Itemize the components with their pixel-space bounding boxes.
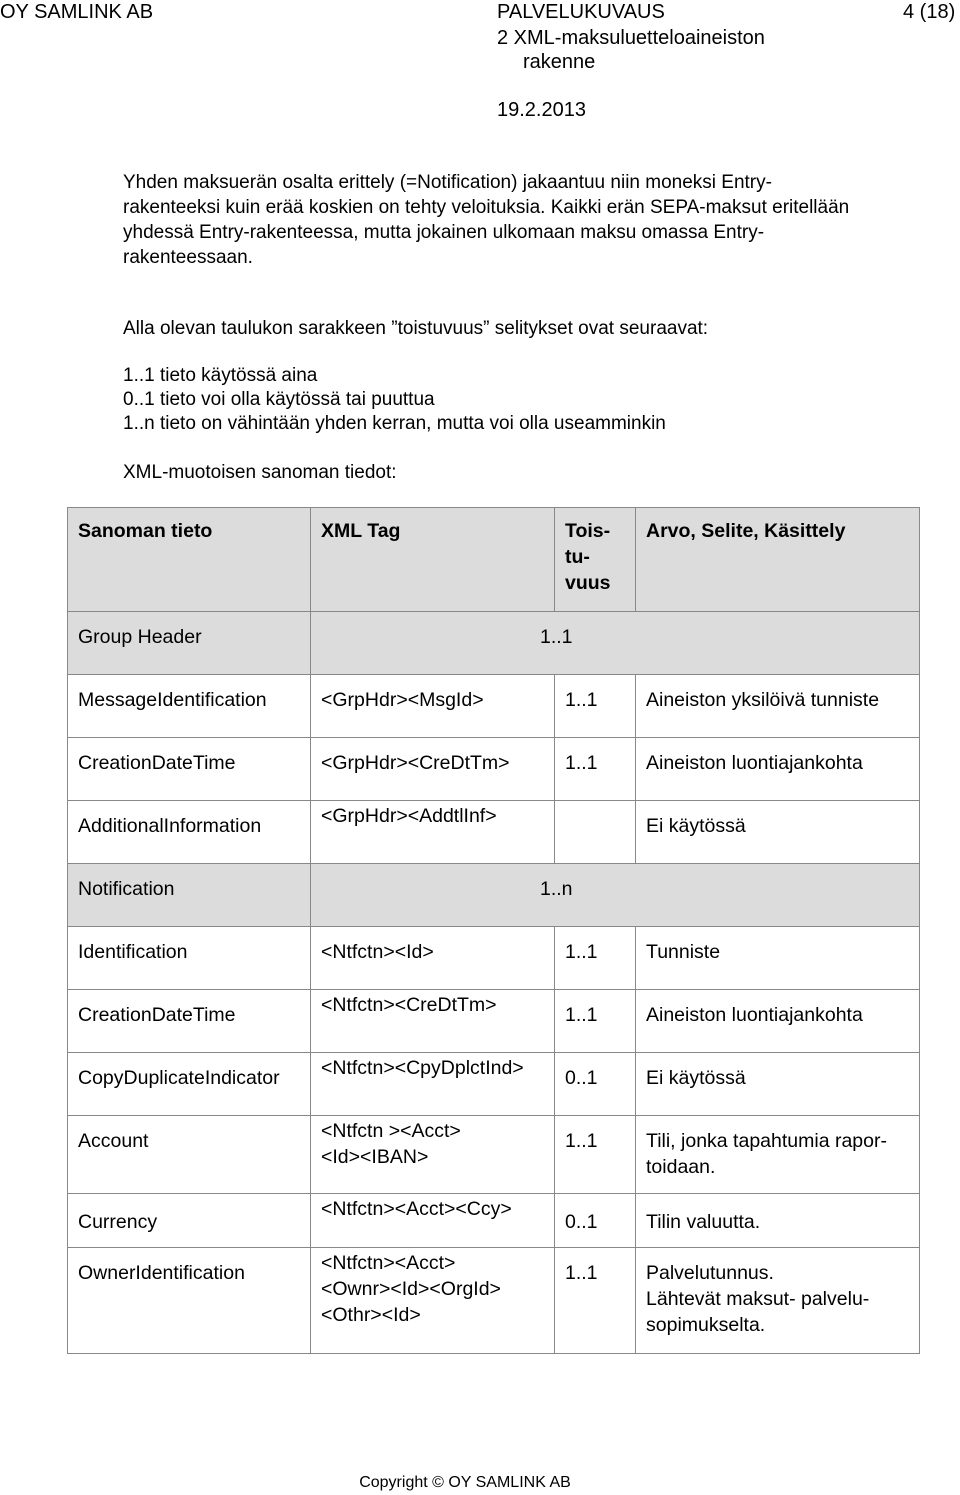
field-name: CopyDuplicateIndicator xyxy=(68,1053,311,1116)
table-header-row xyxy=(68,508,920,612)
table-row xyxy=(68,1116,920,1194)
description-line: Lähtevät maksut- palvelu- xyxy=(646,1288,870,1310)
company-name: OY SAMLINK AB xyxy=(0,1,154,23)
occurrence: 1..1 xyxy=(555,675,636,738)
xml-tag-line: <Ownr><Id><OrgId> xyxy=(321,1278,501,1300)
header-line: Tois- xyxy=(565,520,611,542)
column-header-value: Arvo, Selite, Käsittely xyxy=(636,508,920,612)
table-row xyxy=(68,738,920,801)
xml-tag: <Ntfctn><CpyDplctInd> xyxy=(311,1053,555,1116)
intro-line: rakenteessaan. xyxy=(123,247,253,268)
section-title-line2: rakenne xyxy=(523,51,596,73)
intro-line: rakenteeksi kuin erää koskien on tehty veloituksia. Kaikki erän SEPA-maksut eritellään xyxy=(123,197,850,218)
description-line: Tili, jonka tapahtumia rapor- xyxy=(646,1130,887,1152)
description: Aineiston yksilöivä tunniste xyxy=(636,675,920,738)
occurrence: 0..1 xyxy=(555,1194,636,1248)
message-fields-table xyxy=(67,507,920,1354)
xml-tag-line: <Othr><Id> xyxy=(321,1304,421,1326)
field-name: MessageIdentification xyxy=(68,675,311,738)
table-row-group-notification xyxy=(68,864,920,927)
occurrence: 1..1 xyxy=(555,927,636,990)
field-name: Identification xyxy=(68,927,311,990)
document-date: 19.2.2013 xyxy=(497,99,586,121)
section-title-line1: 2 XML-maksuluetteloaineiston xyxy=(497,27,765,49)
field-name: CreationDateTime xyxy=(68,738,311,801)
document-type: PALVELUKUVAUS xyxy=(497,1,665,23)
column-header-occurrence xyxy=(555,508,636,612)
description xyxy=(636,1248,920,1354)
xml-tag-line: <Ntfctn><Acct> xyxy=(321,1252,456,1274)
description-line: toidaan. xyxy=(646,1156,716,1178)
description: Aineiston luontiajankohta xyxy=(636,738,920,801)
legend-intro: Alla olevan taulukon sarakkeen ”toistuvuus” selitykset ovat seuraavat: xyxy=(123,318,709,339)
description xyxy=(636,1116,920,1194)
page-number: 4 (18) xyxy=(903,1,956,23)
description: Tilin valuutta. xyxy=(636,1194,920,1248)
occurrence: 1..1 xyxy=(311,612,920,675)
description: Ei käytössä xyxy=(636,801,920,864)
header-line: tu- xyxy=(565,546,590,568)
xml-tag: <GrpHdr><CreDtTm> xyxy=(311,738,555,801)
field-name: Currency xyxy=(68,1194,311,1248)
table-row xyxy=(68,675,920,738)
description: Ei käytössä xyxy=(636,1053,920,1116)
field-name: Group Header xyxy=(68,612,311,675)
copyright-footer: Copyright © OY SAMLINK AB xyxy=(359,1474,571,1491)
header-line: vuus xyxy=(565,572,611,594)
column-header-xml-tag: XML Tag xyxy=(311,508,555,612)
description-line: Palvelutunnus. xyxy=(646,1262,774,1284)
occurrence: 1..1 xyxy=(555,1116,636,1194)
description: Aineiston luontiajankohta xyxy=(636,990,920,1053)
xml-tag: <GrpHdr><MsgId> xyxy=(311,675,555,738)
table-row xyxy=(68,1248,920,1354)
xml-tag xyxy=(311,1116,555,1194)
field-name: AdditionalInformation xyxy=(68,801,311,864)
occurrence: 1..1 xyxy=(555,990,636,1053)
xml-tag: <Ntfctn><Id> xyxy=(311,927,555,990)
field-name: Notification xyxy=(68,864,311,927)
xml-tag-line: <Id><IBAN> xyxy=(321,1146,429,1168)
intro-line: yhdessä Entry-rakenteessa, mutta jokainen ulkomaan maksu omassa Entry- xyxy=(123,222,765,243)
legend-item: 1..n tieto on vähintään yhden kerran, mutta voi olla useamminkin xyxy=(123,413,666,434)
table-row xyxy=(68,990,920,1053)
description-line: sopimukselta. xyxy=(646,1314,766,1336)
table-row xyxy=(68,801,920,864)
table-row xyxy=(68,927,920,990)
occurrence: 1..1 xyxy=(555,1248,636,1354)
xml-tag: <GrpHdr><AddtlInf> xyxy=(311,801,555,864)
column-header-field: Sanoman tieto xyxy=(68,508,311,612)
table-row xyxy=(68,1053,920,1116)
description: Tunniste xyxy=(636,927,920,990)
occurrence: 0..1 xyxy=(555,1053,636,1116)
occurrence: 1..1 xyxy=(555,738,636,801)
occurrence: 1..n xyxy=(311,864,920,927)
table-intro: XML-muotoisen sanoman tiedot: xyxy=(123,462,397,483)
field-name: CreationDateTime xyxy=(68,990,311,1053)
field-name: OwnerIdentification xyxy=(68,1248,311,1354)
intro-line: Yhden maksuerän osalta erittely (=Notification) jakaantuu niin moneksi Entry- xyxy=(123,172,772,193)
xml-tag xyxy=(311,1248,555,1354)
xml-tag: <Ntfctn><CreDtTm> xyxy=(311,990,555,1053)
field-name: Account xyxy=(68,1116,311,1194)
occurrence xyxy=(555,801,636,864)
legend-item: 1..1 tieto käytössä aina xyxy=(123,365,318,386)
legend-item: 0..1 tieto voi olla käytössä tai puuttua xyxy=(123,389,435,410)
xml-tag-line: <Ntfctn ><Acct> xyxy=(321,1120,461,1142)
xml-tag: <Ntfctn><Acct><Ccy> xyxy=(311,1194,555,1248)
table-row-group-header xyxy=(68,612,920,675)
table-row xyxy=(68,1194,920,1248)
